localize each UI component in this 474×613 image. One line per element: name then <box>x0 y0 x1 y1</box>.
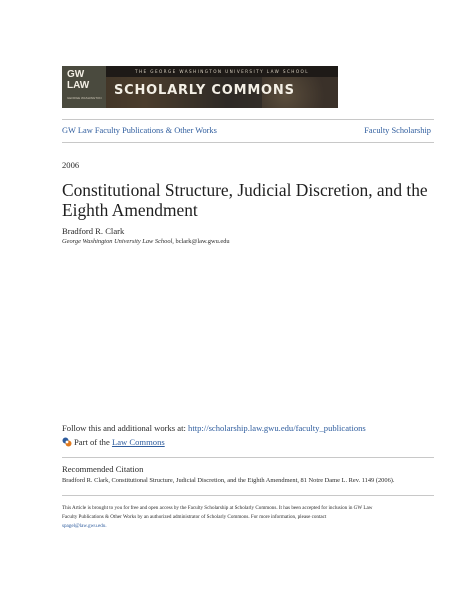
follow-label: Follow this and additional works at: <box>62 423 189 433</box>
faculty-scholarship-link[interactable]: Faculty Scholarship <box>364 126 431 135</box>
collection-link[interactable]: GW Law Faculty Publications & Other Works <box>62 126 217 135</box>
part-of-label: Part of the <box>74 437 112 447</box>
logo-law-text: LAW <box>67 80 90 91</box>
law-commons-link[interactable]: Law Commons <box>111 437 165 447</box>
scholarly-commons-banner[interactable] <box>62 66 338 108</box>
part-of-line <box>62 436 165 448</box>
citation-text: Bradford R. Clark, Constitutional Structure, Judicial Discretion, and the Eighth Amendment, 81 Notre Dame L. Rev. 1149 (2006). <box>62 477 395 484</box>
citation-heading: Recommended Citation <box>62 464 144 474</box>
access-disclaimer <box>62 504 434 531</box>
logo-gw-text: GW <box>67 69 85 80</box>
follow-line <box>62 423 366 433</box>
banner-title: SCHOLARLY COMMONS <box>114 83 295 98</box>
follow-url-link[interactable]: http://scholarship.law.gwu.edu/faculty_publications <box>188 423 366 433</box>
logo-small-text: GEORGE WASHINGTON <box>67 96 102 100</box>
disclaimer-line-2: Faculty Publications & Other Works by an authorized administrator of Scholarly Commons. For more information, please contact <box>62 514 327 520</box>
author-name: Bradford R. Clark <box>62 226 125 236</box>
contact-email-link[interactable]: spagel@law.gwu.edu. <box>62 523 107 529</box>
article-title: Constitutional Structure, Judicial Discretion, and the Eighth Amendment <box>62 180 428 220</box>
banner-school-name: THE GEORGE WASHINGTON UNIVERSITY LAW SCHOOL <box>106 66 338 77</box>
author-affiliation <box>62 238 230 246</box>
top-divider <box>62 119 434 120</box>
gw-law-logo <box>62 66 106 108</box>
institution-name: George Washington University Law School <box>62 238 173 245</box>
citation-divider <box>62 457 434 458</box>
disclaimer-divider <box>62 495 434 496</box>
publication-year: 2006 <box>62 160 80 170</box>
disclaimer-line-1: This Article is brought to you for free and open access by the Faculty Scholarship at Scholarly Commons. It has been accepted for inclusion in GW Law <box>62 505 373 511</box>
network-icon <box>62 437 72 447</box>
author-email[interactable]: , bclark@law.gwu.edu <box>172 238 230 245</box>
nav-divider <box>62 142 434 143</box>
